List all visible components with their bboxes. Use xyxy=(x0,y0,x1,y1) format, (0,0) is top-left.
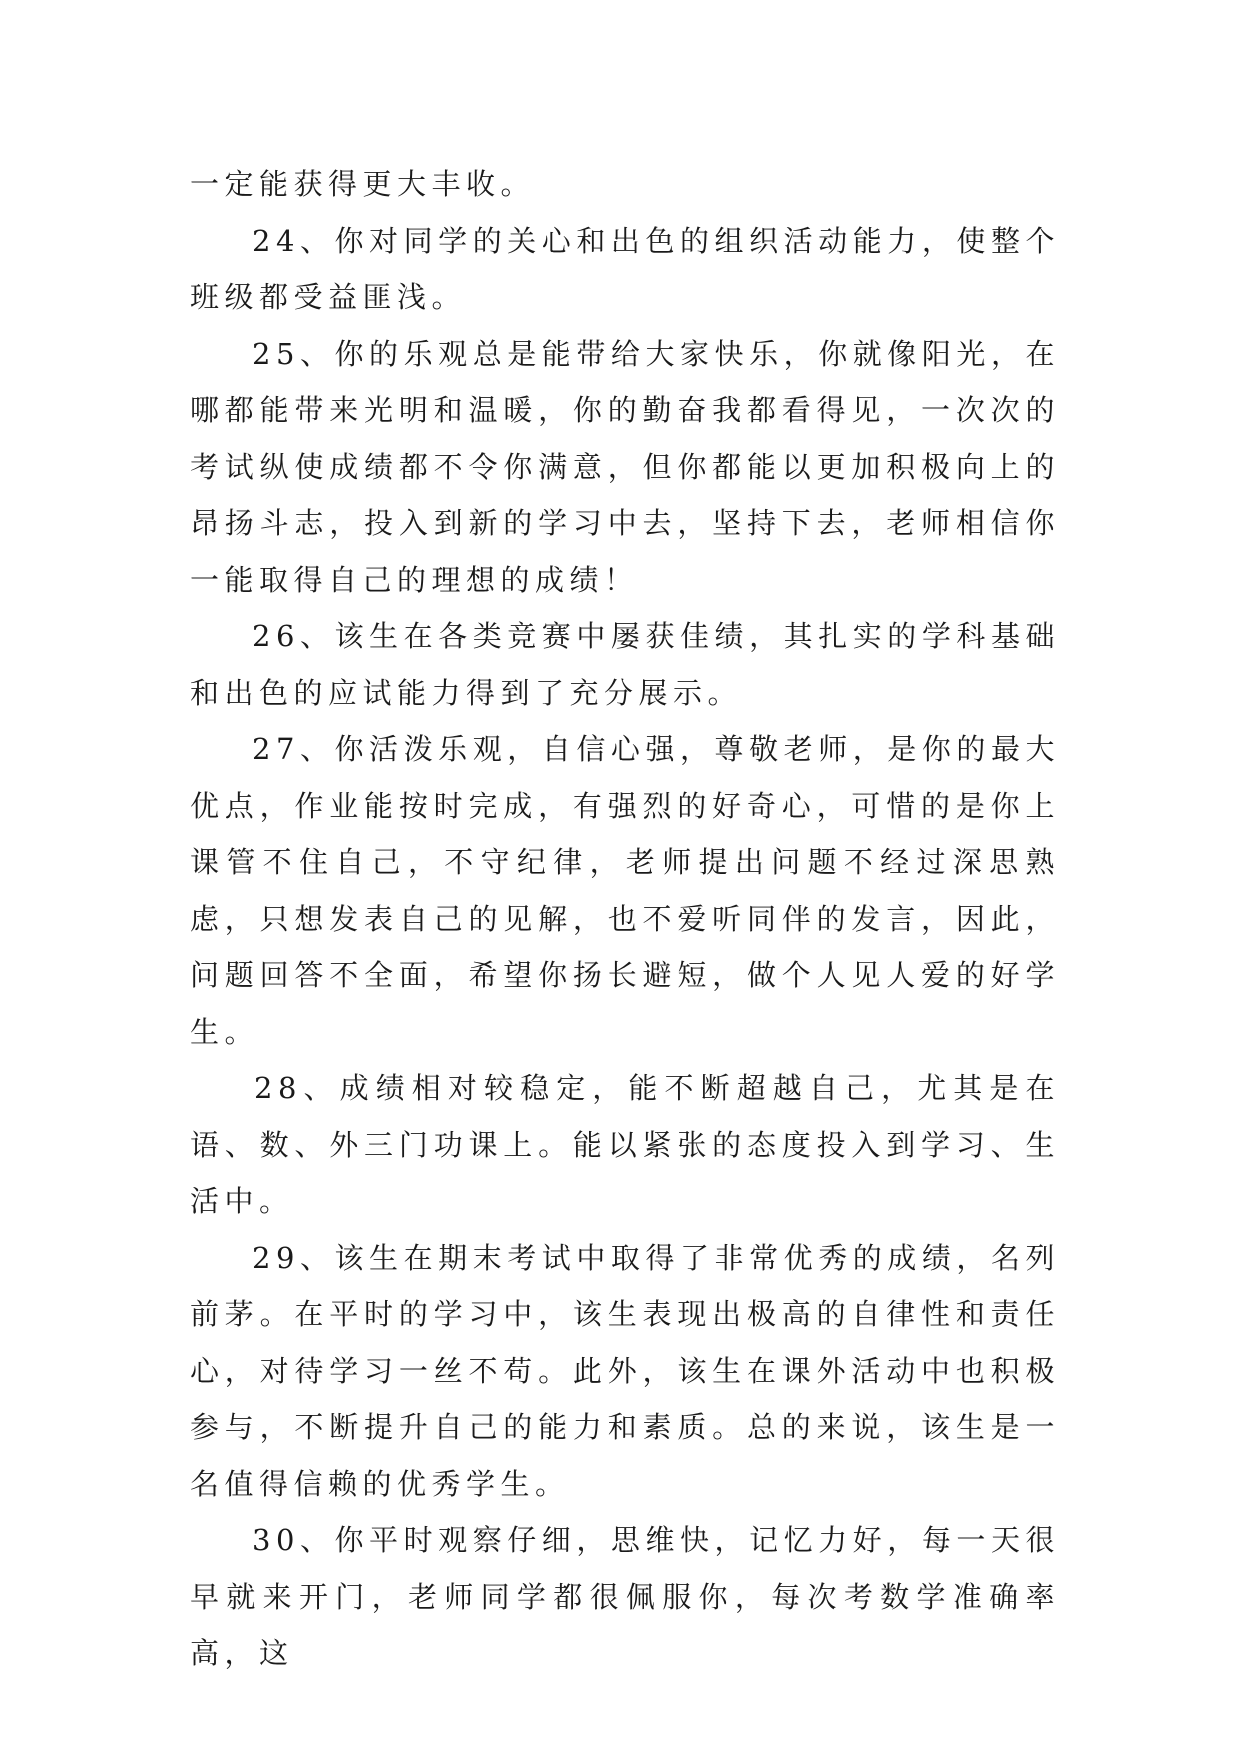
document-body xyxy=(190,156,1060,1682)
paragraph-24: 24、你对同学的关心和出色的组织活动能力，使整个班级都受益匪浅。 xyxy=(190,223,1060,314)
paragraph-26: 26、该生在各类竞赛中屡获佳绩，其扎实的学科基础和出色的应试能力得到了充分展示。 xyxy=(190,619,1060,710)
paragraph-29: 29、该生在期末考试中取得了非常优秀的成绩，名列前茅。在平时的学习中，该生表现出极高的自律性和责任心，对待学习一丝不苟。此外，该生在课外活动中也积极参与，不断提升自己的能力和素质。总的来说，该生是一名值得信赖的优秀学生。 xyxy=(190,1240,1060,1501)
paragraph-30: 30、你平时观察仔细，思维快，记忆力好，每一天很早就来开门，老师同学都很佩服你，每次考数学准确率高，这 xyxy=(190,1523,1060,1670)
paragraph-continued: 一定能获得更大丰收。 xyxy=(190,167,536,201)
paragraph-25: 25、你的乐观总是能带给大家快乐，你就像阳光，在哪都能带来光明和温暖，你的勤奋我都看得见，一次次的考试纵使成绩都不令你满意，但你都能以更加积极向上的昂扬斗志，投入到新的学习中去，坚持下去，老师相信你一能取得自己的理想的成绩！ xyxy=(190,336,1060,597)
paragraph-27: 27、你活泼乐观，自信心强，尊敬老师，是你的最大优点，作业能按时完成，有强烈的好奇心，可惜的是你上课管不住自己，不守纪律，老师提出问题不经过深思熟虑，只想发表自己的见解，也不爱听同伴的发言，因此，问题回答不全面，希望你扬长避短，做个人见人爱的好学生。 xyxy=(190,732,1060,1049)
paragraph-28: 28、成绩相对较稳定，能不断超越自己，尤其是在语、数、外三门功课上。能以紧张的态度投入到学习、生活中。 xyxy=(190,1071,1060,1218)
